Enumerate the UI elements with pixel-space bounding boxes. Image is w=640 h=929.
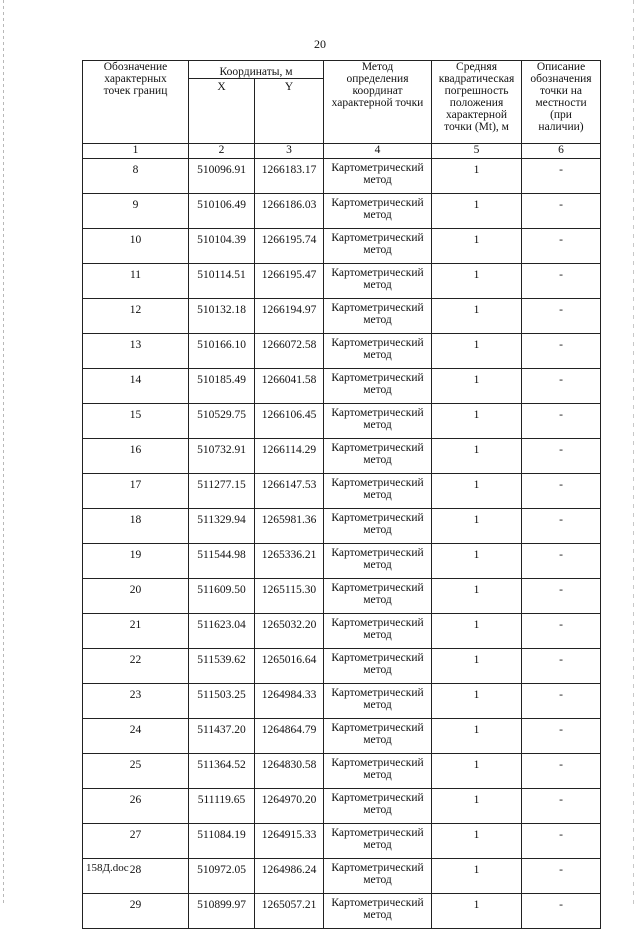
method-line: Картометрический <box>331 232 424 244</box>
table-row <box>83 754 601 789</box>
method-line: Картометрический <box>331 652 424 664</box>
header-point-line: Обозначение <box>103 61 168 73</box>
y-coordinate-cell: 1264984.33 <box>255 684 324 719</box>
point-id-cell: 12 <box>83 299 189 334</box>
method-cell <box>324 614 432 649</box>
x-coordinate-cell: 510166.10 <box>189 334 255 369</box>
description-cell: - <box>522 439 601 474</box>
header-description-line: точки на <box>540 85 583 97</box>
mt-cell: 1 <box>432 194 522 229</box>
footer-filename: 158Д.doc <box>86 862 129 874</box>
header-point <box>83 61 189 144</box>
point-id-cell: 18 <box>83 509 189 544</box>
method-line: Картометрический <box>331 827 424 839</box>
x-coordinate-cell: 510096.91 <box>189 159 255 194</box>
point-id-cell: 25 <box>83 754 189 789</box>
method-line: Картометрический <box>331 407 424 419</box>
column-number: 6 <box>522 144 601 159</box>
mt-cell: 1 <box>432 859 522 894</box>
table-row <box>83 614 601 649</box>
page-number: 20 <box>314 37 326 51</box>
y-coordinate-cell: 1264864.79 <box>255 719 324 754</box>
point-id-cell: 29 <box>83 894 189 929</box>
table-row <box>83 229 601 264</box>
method-line: метод <box>363 874 392 886</box>
point-id-cell: 17 <box>83 474 189 509</box>
header-mt <box>432 61 522 144</box>
description-cell: - <box>522 334 601 369</box>
method-line: Картометрический <box>331 582 424 594</box>
table-row <box>83 789 601 824</box>
method-cell <box>324 859 432 894</box>
method-line: метод <box>363 244 392 256</box>
description-cell: - <box>522 579 601 614</box>
method-line: Картометрический <box>331 372 424 384</box>
method-line: Картометрический <box>331 547 424 559</box>
table-row <box>83 649 601 684</box>
y-coordinate-cell: 1264986.24 <box>255 859 324 894</box>
y-coordinate-cell: 1266183.17 <box>255 159 324 194</box>
mt-cell: 1 <box>432 334 522 369</box>
y-coordinate-cell: 1266114.29 <box>255 439 324 474</box>
x-coordinate-cell: 511277.15 <box>189 474 255 509</box>
x-coordinate-cell: 510106.49 <box>189 194 255 229</box>
mt-cell: 1 <box>432 579 522 614</box>
table-row <box>83 194 601 229</box>
y-coordinate-cell: 1266195.74 <box>255 229 324 264</box>
method-cell <box>324 719 432 754</box>
description-cell: - <box>522 404 601 439</box>
column-number: 2 <box>189 144 255 159</box>
header-mt-line: характерной <box>446 109 507 121</box>
mt-cell: 1 <box>432 684 522 719</box>
mt-cell: 1 <box>432 369 522 404</box>
point-id-cell: 20 <box>83 579 189 614</box>
method-line: метод <box>363 699 392 711</box>
header-mt-line: точки (Mt), м <box>444 121 509 133</box>
method-line: метод <box>363 769 392 781</box>
method-cell <box>324 894 432 929</box>
header-mt-line: квадратическая <box>438 73 515 85</box>
point-id-cell: 24 <box>83 719 189 754</box>
y-coordinate-cell: 1264915.33 <box>255 824 324 859</box>
method-line: метод <box>363 384 392 396</box>
y-coordinate-cell: 1266072.58 <box>255 334 324 369</box>
x-coordinate-cell: 511329.94 <box>189 509 255 544</box>
description-cell: - <box>522 789 601 824</box>
header-mt-line: Средняя <box>456 61 497 73</box>
y-coordinate-cell: 1266194.97 <box>255 299 324 334</box>
y-coordinate-cell: 1266106.45 <box>255 404 324 439</box>
mt-cell: 1 <box>432 474 522 509</box>
method-cell <box>324 579 432 614</box>
header-mt-line: погрешность <box>444 85 509 97</box>
point-id-cell: 10 <box>83 229 189 264</box>
header-description-line: наличии) <box>538 121 584 133</box>
header-method-line: определения <box>346 73 409 85</box>
method-cell <box>324 264 432 299</box>
method-line: Картометрический <box>331 302 424 314</box>
table-row <box>83 299 601 334</box>
y-coordinate-cell: 1265336.21 <box>255 544 324 579</box>
x-coordinate-cell: 511623.04 <box>189 614 255 649</box>
point-id-cell: 9 <box>83 194 189 229</box>
method-cell <box>324 824 432 859</box>
table-row <box>83 439 601 474</box>
point-id-cell: 22 <box>83 649 189 684</box>
mt-cell: 1 <box>432 719 522 754</box>
point-id-cell: 16 <box>83 439 189 474</box>
method-line: Картометрический <box>331 267 424 279</box>
method-line: Картометрический <box>331 512 424 524</box>
description-cell: - <box>522 474 601 509</box>
x-coordinate-cell: 510732.91 <box>189 439 255 474</box>
point-id-cell: 23 <box>83 684 189 719</box>
mt-cell: 1 <box>432 299 522 334</box>
header-description <box>522 61 601 144</box>
point-id-cell: 15 <box>83 404 189 439</box>
method-line: метод <box>363 804 392 816</box>
header-coordinates: Координаты, м <box>189 61 324 79</box>
mt-cell: 1 <box>432 894 522 929</box>
mt-cell: 1 <box>432 824 522 859</box>
header-x: X <box>189 79 255 144</box>
method-line: Картометрический <box>331 197 424 209</box>
point-id-cell: 13 <box>83 334 189 369</box>
method-line: метод <box>363 454 392 466</box>
x-coordinate-cell: 511437.20 <box>189 719 255 754</box>
point-id-cell: 26 <box>83 789 189 824</box>
header-point-line: характерных <box>104 73 167 85</box>
description-cell: - <box>522 894 601 929</box>
point-id-cell: 27 <box>83 824 189 859</box>
table-row <box>83 824 601 859</box>
y-coordinate-cell: 1266195.47 <box>255 264 324 299</box>
description-cell: - <box>522 859 601 894</box>
column-number: 3 <box>255 144 324 159</box>
method-line: Картометрический <box>331 337 424 349</box>
method-cell <box>324 649 432 684</box>
header-description-line: (при <box>550 109 572 121</box>
method-cell <box>324 159 432 194</box>
x-coordinate-cell: 511364.52 <box>189 754 255 789</box>
y-coordinate-cell: 1265057.21 <box>255 894 324 929</box>
point-id-cell: 11 <box>83 264 189 299</box>
header-mt-line: положения <box>449 97 504 109</box>
table-row <box>83 474 601 509</box>
x-coordinate-cell: 511609.50 <box>189 579 255 614</box>
method-line: Картометрический <box>331 792 424 804</box>
header-method-line: Метод <box>361 61 394 73</box>
method-line: метод <box>363 489 392 501</box>
scan-edge-right <box>633 0 634 905</box>
point-id-cell: 14 <box>83 369 189 404</box>
table-row <box>83 334 601 369</box>
column-number: 5 <box>432 144 522 159</box>
description-cell: - <box>522 229 601 264</box>
mt-cell: 1 <box>432 614 522 649</box>
header-description-line: обозначения <box>530 73 592 85</box>
method-line: метод <box>363 524 392 536</box>
coordinates-table <box>82 60 601 929</box>
method-cell <box>324 194 432 229</box>
method-line: Картометрический <box>331 687 424 699</box>
description-cell: - <box>522 369 601 404</box>
method-line: метод <box>363 349 392 361</box>
header-method-line: координат <box>352 85 403 97</box>
table-row <box>83 404 601 439</box>
method-line: метод <box>363 209 392 221</box>
mt-cell: 1 <box>432 229 522 264</box>
description-cell: - <box>522 159 601 194</box>
method-line: Картометрический <box>331 722 424 734</box>
y-coordinate-cell: 1265115.30 <box>255 579 324 614</box>
mt-cell: 1 <box>432 509 522 544</box>
header-method-line: характерной точки <box>331 97 424 109</box>
description-cell: - <box>522 719 601 754</box>
point-id-cell: 19 <box>83 544 189 579</box>
method-line: метод <box>363 314 392 326</box>
method-cell <box>324 334 432 369</box>
y-coordinate-cell: 1265981.36 <box>255 509 324 544</box>
method-line: метод <box>363 734 392 746</box>
method-line: метод <box>363 279 392 291</box>
method-line: метод <box>363 594 392 606</box>
header-description-line: местности <box>535 97 587 109</box>
method-line: Картометрический <box>331 442 424 454</box>
mt-cell: 1 <box>432 544 522 579</box>
method-line: метод <box>363 839 392 851</box>
method-cell <box>324 439 432 474</box>
x-coordinate-cell: 511503.25 <box>189 684 255 719</box>
method-line: Картометрический <box>331 862 424 874</box>
x-coordinate-cell: 511544.98 <box>189 544 255 579</box>
table-row <box>83 369 601 404</box>
mt-cell: 1 <box>432 789 522 824</box>
x-coordinate-cell: 510114.51 <box>189 264 255 299</box>
method-cell <box>324 789 432 824</box>
table-header-row <box>83 61 601 79</box>
y-coordinate-cell: 1265016.64 <box>255 649 324 684</box>
description-cell: - <box>522 509 601 544</box>
mt-cell: 1 <box>432 159 522 194</box>
method-line: Картометрический <box>331 757 424 769</box>
column-number-row <box>83 144 601 159</box>
x-coordinate-cell: 511119.65 <box>189 789 255 824</box>
column-number: 4 <box>324 144 432 159</box>
method-cell <box>324 369 432 404</box>
y-coordinate-cell: 1266147.53 <box>255 474 324 509</box>
description-cell: - <box>522 299 601 334</box>
method-line: Картометрический <box>331 477 424 489</box>
column-number: 1 <box>83 144 189 159</box>
table-row <box>83 544 601 579</box>
table-row <box>83 859 601 894</box>
point-id-cell: 28 <box>83 859 189 894</box>
description-cell: - <box>522 649 601 684</box>
method-cell <box>324 404 432 439</box>
mt-cell: 1 <box>432 754 522 789</box>
method-cell <box>324 754 432 789</box>
method-line: Картометрический <box>331 162 424 174</box>
method-line: Картометрический <box>331 897 424 909</box>
mt-cell: 1 <box>432 404 522 439</box>
header-method <box>324 61 432 144</box>
description-cell: - <box>522 684 601 719</box>
x-coordinate-cell: 510899.97 <box>189 894 255 929</box>
header-description-line: Описание <box>536 61 586 73</box>
description-cell: - <box>522 614 601 649</box>
mt-cell: 1 <box>432 649 522 684</box>
mt-cell: 1 <box>432 439 522 474</box>
mt-cell: 1 <box>432 264 522 299</box>
description-cell: - <box>522 824 601 859</box>
method-cell <box>324 684 432 719</box>
table-row <box>83 719 601 754</box>
y-coordinate-cell: 1265032.20 <box>255 614 324 649</box>
table-row <box>83 684 601 719</box>
method-cell <box>324 544 432 579</box>
description-cell: - <box>522 264 601 299</box>
x-coordinate-cell: 510104.39 <box>189 229 255 264</box>
header-point-line: точек границ <box>103 85 168 97</box>
y-coordinate-cell: 1266041.58 <box>255 369 324 404</box>
table-row <box>83 264 601 299</box>
method-line: метод <box>363 909 392 921</box>
point-id-cell: 21 <box>83 614 189 649</box>
method-cell <box>324 474 432 509</box>
y-coordinate-cell: 1264970.20 <box>255 789 324 824</box>
x-coordinate-cell: 510132.18 <box>189 299 255 334</box>
y-coordinate-cell: 1266186.03 <box>255 194 324 229</box>
y-coordinate-cell: 1264830.58 <box>255 754 324 789</box>
x-coordinate-cell: 511539.62 <box>189 649 255 684</box>
table-row <box>83 509 601 544</box>
method-line: метод <box>363 664 392 676</box>
scan-edge-left <box>3 0 4 905</box>
method-cell <box>324 509 432 544</box>
point-id-cell: 8 <box>83 159 189 194</box>
x-coordinate-cell: 510529.75 <box>189 404 255 439</box>
method-line: метод <box>363 174 392 186</box>
table-row <box>83 894 601 929</box>
method-line: метод <box>363 419 392 431</box>
method-line: метод <box>363 559 392 571</box>
table-row <box>83 159 601 194</box>
description-cell: - <box>522 194 601 229</box>
description-cell: - <box>522 754 601 789</box>
method-line: метод <box>363 629 392 641</box>
method-cell <box>324 299 432 334</box>
table-row <box>83 579 601 614</box>
method-line: Картометрический <box>331 617 424 629</box>
x-coordinate-cell: 510972.05 <box>189 859 255 894</box>
description-cell: - <box>522 544 601 579</box>
header-y: Y <box>255 79 324 144</box>
x-coordinate-cell: 510185.49 <box>189 369 255 404</box>
method-cell <box>324 229 432 264</box>
x-coordinate-cell: 511084.19 <box>189 824 255 859</box>
